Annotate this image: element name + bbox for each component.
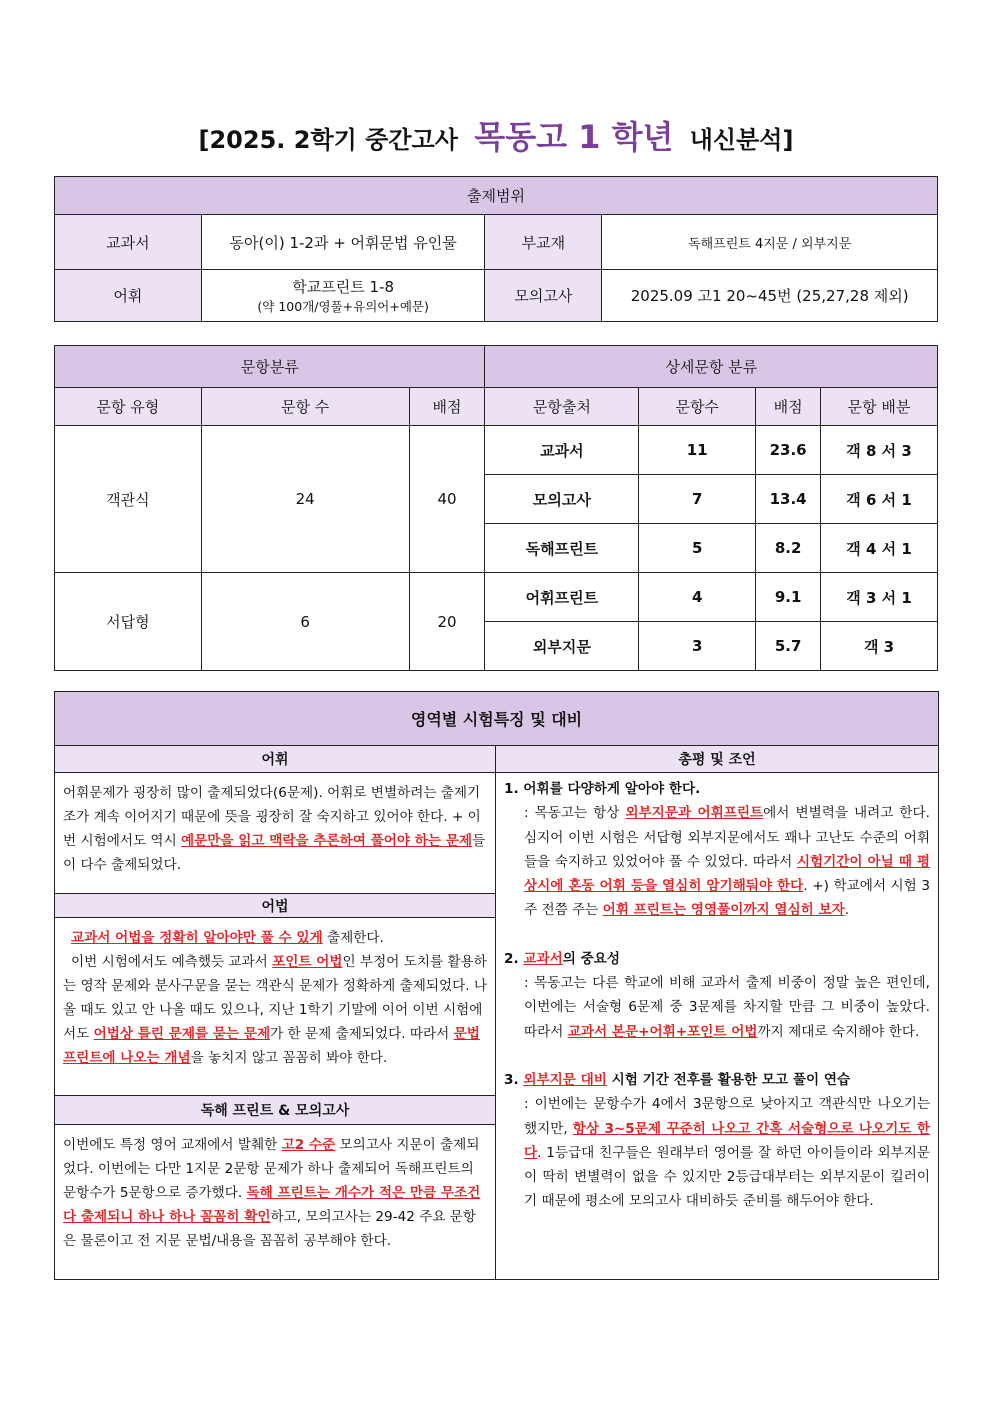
review-item-title: 1. 어휘를 다양하게 알아야 한다. <box>504 781 701 797</box>
detail-source: 독해프린트 <box>485 524 639 573</box>
detail-score: 5.7 <box>756 622 821 671</box>
table-row <box>55 573 938 622</box>
textbook-value: 동아(이) 1-2과 + 어휘문법 유인물 <box>201 215 485 270</box>
highlight-text: 포인트 어법 <box>272 954 343 970</box>
review-item-1: 1. 어휘를 다양하게 알아야 한다. : 목동고는 항상 외부지문과 어휘프린트에서 변별력을 내려고 한다. 심지어 이번 시험은 서답형 외부지문에서도 꽤나 고난도 수준의 어휘들을 숙지하고 있었어야 풀 수 있었다. 따라서 시험기간이 아닐 때 평상시에 혼동 어휘 등을 열심히 암기해둬야 한다. +) 학교에서 시험 3주 전쯤 주는 어휘 프린트는 영영풀이까지 열심히 보자. <box>504 777 930 923</box>
highlight-text: 어법상 틀린 문제를 묻는 문제 <box>93 1026 271 1042</box>
detail-score: 9.1 <box>756 573 821 622</box>
detail-source: 교과서 <box>485 426 639 475</box>
vocab-value-sub: (약 100개/영풀+유의어+예문) <box>257 299 429 314</box>
detail-source: 어휘프린트 <box>485 573 639 622</box>
table-row <box>55 426 938 475</box>
review-item-title: 3. 외부지문 대비 시험 기간 전후를 활용한 모고 풀이 연습 <box>504 1071 851 1088</box>
review-item-2: 2. 교과서의 중요성 : 목동고는 다른 학교에 비해 교과서 출제 비중이 정말 높은 편인데, 이번에는 서술형 6문제 중 3문제를 차지할 만큼 그 비중이 높았다. 따라서 교과서 본문+어휘+포인트 어법까지 제대로 숙지해야 한다. <box>504 947 930 1044</box>
title-suffix: 내신분석] <box>689 126 794 154</box>
mock-label: 모의고사 <box>485 270 602 322</box>
features-header: 영역별 시험특징 및 대비 <box>55 692 939 746</box>
review-section-header: 총평 및 조언 <box>496 746 939 773</box>
detail-score: 8.2 <box>756 524 821 573</box>
sub-material-value: 독해프린트 4지문 / 외부지문 <box>602 215 938 270</box>
detail-count: 7 <box>639 475 756 524</box>
type-count: 24 <box>201 426 409 573</box>
detail-count: 4 <box>639 573 756 622</box>
sub-material-label: 부교재 <box>485 215 602 270</box>
detail-dist: 객 8 서 3 <box>821 426 938 475</box>
review-item-3: 3. 외부지문 대비 시험 기간 전후를 활용한 모고 풀이 연습 : 이번에는 문항수가 4에서 3문항으로 낮아지고 객관식만 나오기는 했지만, 항상 3~5문제 꾸준히 나오고 간혹 서술형으로 나오기도 한다. 1등급대 친구들은 원래부터 영어를 잘 하던 아이들이라 외부지문이 딱히 변별력이 없을 수 있지만 2등급대부터는 외부지문이 킬러이기 때문에 평소에 모의고사 대비하듯 준비를 해두어야 한다. <box>504 1068 930 1214</box>
detail-count: 5 <box>639 524 756 573</box>
detail-dist: 객 3 <box>821 622 938 671</box>
detail-source: 외부지문 <box>485 622 639 671</box>
detail-score: 23.6 <box>756 426 821 475</box>
type-name: 객관식 <box>55 426 202 573</box>
col-dist: 문항 배분 <box>821 388 938 426</box>
highlight-text: 시험기간이 아닐 때 평상시에 혼동 어휘 등을 열심히 암기해둬야 한다 <box>524 853 930 895</box>
classification-header: 문항분류 <box>55 346 485 388</box>
review-section-body <box>496 773 939 1280</box>
page-title <box>0 112 992 158</box>
col-score: 배점 <box>409 388 485 426</box>
title-prefix: [2025. 2학기 중간고사 <box>198 126 458 154</box>
type-score: 40 <box>409 426 485 573</box>
reading-section-header: 독해 프린트 & 모의고사 <box>55 1096 496 1125</box>
detail-count: 11 <box>639 426 756 475</box>
type-count: 6 <box>201 573 409 671</box>
features-table <box>54 691 939 1280</box>
highlight-text: 예문만을 읽고 맥락을 추론하여 풀어야 하는 문제 <box>181 833 473 849</box>
title-school: 목동고 1 학년 <box>474 118 674 156</box>
highlight-text: 교과서 본문+어휘+포인트 어법 <box>567 1023 758 1040</box>
review-item-title: 2. 교과서의 중요성 <box>504 950 621 967</box>
type-name: 서답형 <box>55 573 202 671</box>
vocab-section-header: 어휘 <box>55 746 496 773</box>
highlight-text: 문법 프린트에 나오는 개념 <box>63 1026 480 1066</box>
col-detail-count: 문항수 <box>639 388 756 426</box>
col-count: 문항 수 <box>201 388 409 426</box>
grammar-section-body: 교과서 어법을 정확히 알아야만 풀 수 있게 출제한다. 이번 시험에서도 예측했듯 교과서 포인트 어법인 부정어 도치를 활용하는 영작 문제와 분사구문을 묻는 객관식 문제가 정확하게 출제되었다. 나올 때도 있고 안 나올 때도 있으나, 지난 1학기 기말에 이어 이번 시험에서도 어법상 틀린 문제를 묻는 문제가 한 문제 출제되었다. 따라서 문법 프린트에 나오는 개념을 놓치지 않고 꼼꼼히 봐야 한다. <box>55 918 496 1096</box>
vocab-value-main: 학교프린트 1-8 <box>292 278 394 296</box>
grammar-section-header: 어법 <box>55 894 496 918</box>
textbook-label: 교과서 <box>55 215 202 270</box>
col-source: 문항출처 <box>485 388 639 426</box>
detail-dist: 객 4 서 1 <box>821 524 938 573</box>
highlight-text: 교과서 어법을 정확히 알아야만 풀 수 있게 <box>71 930 323 946</box>
scope-header: 출제범위 <box>55 177 938 215</box>
highlight-text: 고2 수준 <box>281 1137 336 1153</box>
col-type: 문항 유형 <box>55 388 202 426</box>
highlight-text: 외부지문과 어휘프린트 <box>625 805 764 822</box>
highlight-text: 어휘 프린트는 영영풀이까지 열심히 보자 <box>602 902 845 919</box>
vocab-value <box>201 270 485 322</box>
detail-score: 13.4 <box>756 475 821 524</box>
vocab-label: 어휘 <box>55 270 202 322</box>
highlight-text: 항상 3~5문제 꾸준히 나오고 간혹 서술형으로 나오기도 한다 <box>524 1120 930 1161</box>
detail-source: 모의고사 <box>485 475 639 524</box>
detail-count: 3 <box>639 622 756 671</box>
detail-dist: 객 6 서 1 <box>821 475 938 524</box>
highlight-text: 독해 프린트는 개수가 적은 만큼 무조건 다 출제되니 하나 하나 꼼꼼히 확인 <box>63 1185 481 1225</box>
classification-table <box>54 345 938 671</box>
scope-table <box>54 176 938 322</box>
type-score: 20 <box>409 573 485 671</box>
reading-section-body: 이번에도 특정 영어 교재에서 발췌한 고2 수준 모의고사 지문이 출제되었다. 이번에는 다만 1지문 2문항 문제가 하나 출제되어 독해프린트의 문항수가 5문항으로 증가했다. 독해 프린트는 개수가 적은 만큼 무조건 다 출제되니 하나 하나 꼼꼼히 확인하고, 모의고사는 29-42 주요 문항은 물론이고 전 지문 문법/내용을 꼼꼼히 공부해야 한다. <box>55 1125 496 1280</box>
detail-header: 상세문항 분류 <box>485 346 938 388</box>
detail-dist: 객 3 서 1 <box>821 573 938 622</box>
vocab-section-body: 어휘문제가 굉장히 많이 출제되었다(6문제). 어휘로 변별하려는 출제기조가 계속 이어지기 때문에 뜻을 굉장히 잘 숙지하고 있어야 한다. + 이번 시험에서도 역시 예문만을 읽고 맥락을 추론하여 풀어야 하는 문제들이 다수 출제되었다. <box>55 773 496 894</box>
mock-value: 2025.09 고1 20~45번 (25,27,28 제외) <box>602 270 938 322</box>
col-detail-score: 배점 <box>756 388 821 426</box>
